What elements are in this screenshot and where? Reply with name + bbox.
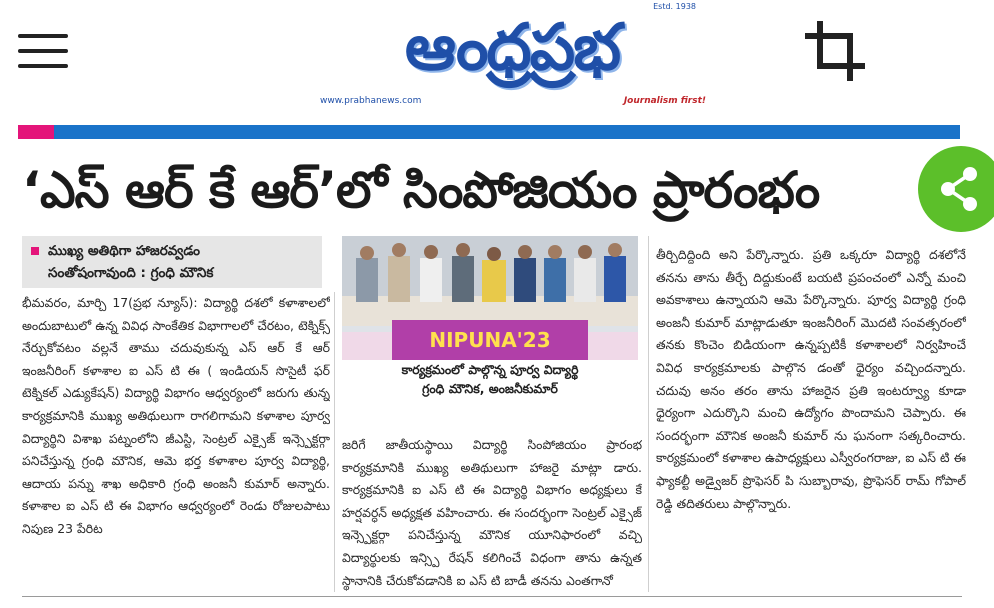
article-column-3-text: తీర్చిదిద్దింది అని పేర్కొన్నారు. ప్రతి ఒక్కరూ విద్యార్థి దశలోనే తనను తాను తీర్చే దిద్దుకుంటే బయటి ప్రపంచంలో ఎన్నో మంచి అవకాశాలు ఉన్నాయని ఆమె పేర్కొన్నారు. పూర్వ విద్యార్థి గ్రంధి అంజనీ కుమార్ మాట్లాడుతూ ఇంజనీరింగ్ మొదటి సంవత్సరంలో తనకు కొంచెం బిడియంగా ఉన్నప్పటికీ కళాశాలలో నిర్వహించే వివిధ కార్యక్రమాలకు పాల్గొన డంతో ధైర్యం వచ్చిందన్నారు. చదువు అనం తరం తాను హాజరైన ప్రతి ఇంటర్వ్యూ కూడా ధైర్యంగా ఎదుర్కొని మంచి ఉద్యోగం పొందామని చెప్పారు. ఈ సందర్భంగా మౌనిక అంజనీ కుమార్ ను ఘనంగా సత్కరించారు. కార్యక్రమంలో కళాశాల ఉపాధ్యక్షులు ఎస్వీరంగరాజు, ఐ ఎస్ టి ఈ ఫ్యాకల్టీ అడ్వైజర్ ప్రొఫెసర్ పి సుబ్బారావు, ప్రొఫెసర్ రామ్ గోపాల్ రెడ్డి తదితరులు పాల్గొన్నారు.	[656, 247, 966, 511]
newspaper-masthead	[312, 2, 712, 110]
share-icon	[918, 146, 994, 232]
subhead-bullet	[31, 247, 39, 255]
column-rule	[648, 236, 649, 592]
article-photo	[342, 236, 638, 360]
subhead-line-1: ముఖ్య అతిథిగా హాజరవ్వడం	[48, 243, 200, 259]
divider-accent-pink	[18, 125, 54, 139]
top-bar	[0, 0, 994, 125]
masthead-tagline: Journalism first!	[623, 96, 706, 106]
section-divider	[18, 125, 960, 139]
page-bottom-rule	[22, 596, 962, 597]
article-column-1	[22, 292, 330, 592]
masthead-url: www.prabhanews.com	[320, 96, 422, 106]
article-headline: ‘ఎస్ ఆర్ కే ఆర్’లో సింపోజియం ప్రారంభం	[22, 161, 820, 219]
hamburger-menu-icon[interactable]	[18, 34, 68, 74]
photo-banner-text: NIPUNA'23	[429, 328, 551, 352]
article-column-2	[342, 434, 642, 594]
photo-caption-line-1: కార్యక్రమంలో పాల్గొన్న పూర్వ విద్యార్థి	[401, 362, 579, 377]
crop-icon[interactable]	[804, 20, 866, 82]
photo-caption-line-2: గ్రంధి మౌనిక, అంజనీకుమార్	[422, 381, 558, 396]
subhead-line-2: సంతోషంగావుంది : గ్రంధి మౌనిక	[48, 265, 214, 281]
article-subhead	[22, 236, 322, 288]
divider-bar-blue	[54, 125, 960, 139]
masthead-established: Estd. 1938	[653, 2, 696, 11]
photo-caption	[342, 360, 638, 398]
article-column-3	[656, 244, 966, 589]
column-rule	[334, 292, 335, 592]
event-photo-illustration	[342, 236, 638, 360]
article-column-1-text: భీమవరం, మార్చి 17(ప్రభ న్యూస్): విద్యార్థి దశలో కళాశాలలో అందుబాటులో ఉన్న వివిధ సాంకేతిక విభాగాలలో చేరటం, టెక్నిక్స్ నేర్చుకోవటం వల్లనే తాము చదువుకున్న ఎస్ ఆర్ కే ఆర్ ఇంజనీరింగ్ కళాశాల ఐ ఎస్ టి ఈ ( ఇండియన్ సొసైటీ ఫర్ టెక్నికల్ ఎడ్యుకేషన్) విద్యార్థి విభాగం ఆధ్వర్యంలో జరుగు తున్న కార్యక్రమానికి ముఖ్య అతిథులుగా రాగలిగామని కళాశాల పూర్వ విద్యార్థిని విశాఖ పట్నంలోని జీఎస్టి, సెంట్రల్ ఎక్సైజ్ ఇన్స్పెక్టర్గా పనిచేస్తున్న గ్రంధి మౌనిక, ఆమె భర్త కళాశాల పూర్వ విద్యార్థి, ఆదాయ పన్ను శాఖ అధికారి గ్రంధి అంజనీ కుమార్ అన్నారు. కళాశాల ఐ ఎస్ టి ఈ విభాగం ఆధ్వర్యంలో రెండు రోజులపాటు నిపుణ 23 పేరిట	[22, 295, 330, 536]
share-button[interactable]	[918, 146, 994, 232]
masthead-title: ఆంధ్రప్రభ	[404, 10, 620, 85]
article-column-2-text: జరిగే జాతీయస్థాయి విద్యార్థి సింపోజియం ప్రారంభ కార్యక్రమానికి ముఖ్య అతిథులుగా హాజరై మాట్లా డారు. కార్యక్రమానికి ఐ ఎస్ టి ఈ విద్యార్థి విభాగం అధ్యక్షులు కే హర్షవర్ధన్ అధ్యక్షత వహించారు. ఈ సందర్భంగా సెంట్రల్ ఎక్సైజ్ ఇన్స్పెక్టర్గా పనిచేస్తున్న మౌనిక యూనిఫారంలో వచ్చి విద్యార్థులకు ఇన్స్పి రేషన్ కలిగించే విధంగా తాను ఉన్నత స్థానానికి చేరుకోవడానికి ఐ ఎస్ టి బాడీ తనను ఎంతగానో	[342, 437, 642, 588]
